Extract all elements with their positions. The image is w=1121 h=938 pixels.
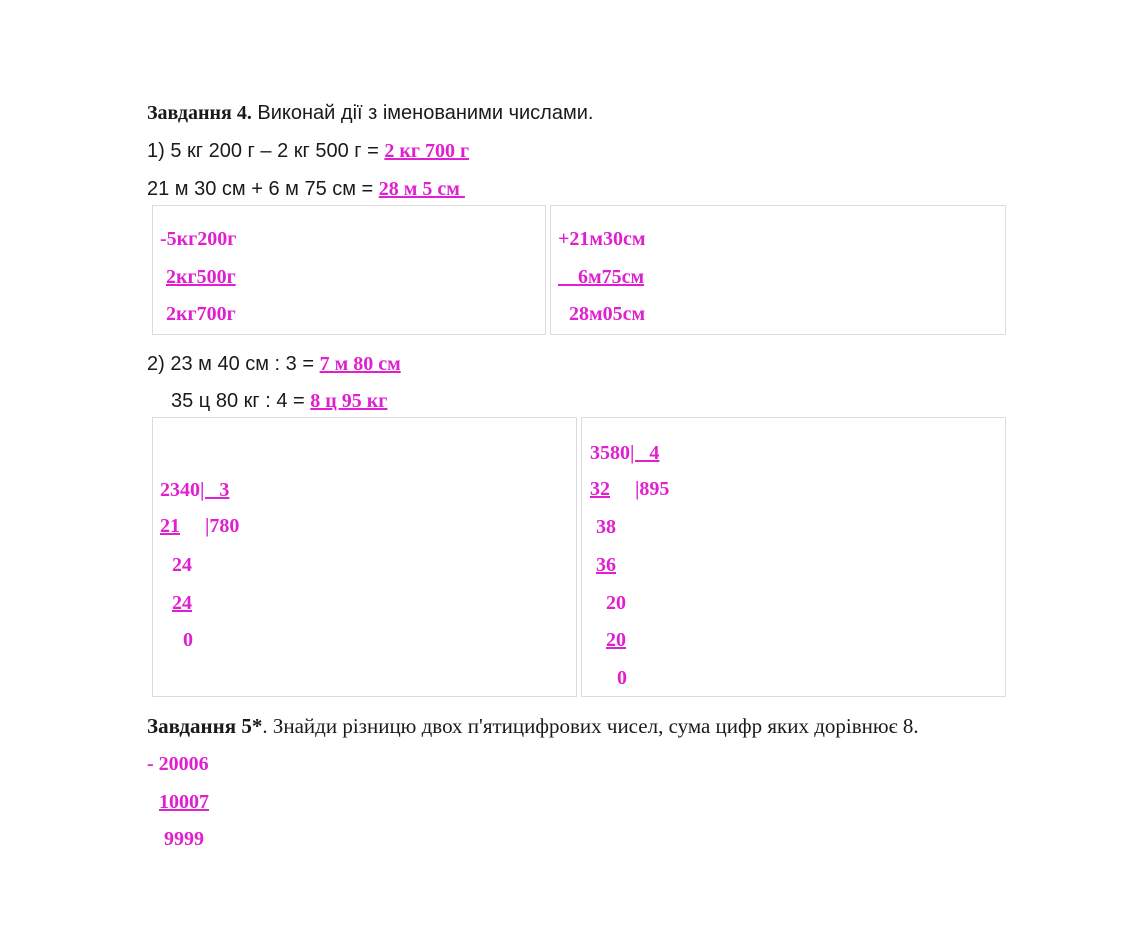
calc-row (160, 478, 229, 502)
line1-expression: 1) 5 кг 200 г – 2 кг 500 г = (147, 140, 385, 162)
task4-line1 (147, 139, 469, 163)
task5-row: - 20006 (147, 753, 209, 775)
line2-answer: 28 м 5 см (378, 178, 465, 200)
task4-line4 (171, 389, 387, 413)
task4-heading (147, 101, 593, 125)
task4-title: Завдання 4. (147, 102, 252, 124)
calc-box-division-1 (152, 417, 577, 697)
line4-answer: 8 ц 95 кг (310, 390, 388, 412)
calc-row: 6м75см (558, 266, 645, 288)
partial: 21 (160, 515, 180, 537)
task5-row: 9999 (164, 828, 204, 850)
dividend: 3580 (590, 442, 630, 464)
calc-row: 38 (596, 516, 616, 538)
calc-row: 20 (606, 629, 626, 651)
calc-row: 36 (596, 554, 616, 576)
calc-row: 0 (183, 629, 193, 651)
calc-row (590, 477, 669, 501)
partial: 32 (590, 478, 610, 500)
calc-row: 2кг700г (166, 303, 236, 325)
calc-row: 20 (606, 592, 626, 614)
line3-expression: 2) 23 м 40 см : 3 = (147, 353, 320, 375)
divisor: | 4 (630, 442, 660, 464)
calc-row: 24 (172, 554, 192, 576)
task4-line2 (147, 177, 465, 201)
line3-answer: 7 м 80 см (319, 353, 401, 375)
quotient: |780 (205, 515, 240, 537)
calc-box-subtraction (152, 205, 546, 335)
calc-row: -5кг200г (160, 228, 237, 250)
calc-row: 0 (617, 667, 627, 689)
task5-title: Завдання 5* (147, 714, 263, 738)
calc-row (160, 514, 239, 538)
line1-answer: 2 кг 700 г (384, 140, 470, 162)
calc-box-addition (550, 205, 1006, 335)
dividend: 2340 (160, 479, 200, 501)
task5-instruction: . Знайди різницю двох п'ятицифрових чисел, сума цифр яких дорівнює 8. (262, 714, 919, 738)
calc-row: 28м05см (569, 303, 646, 325)
quotient: |895 (635, 478, 670, 500)
calc-box-division-2 (581, 417, 1006, 697)
task4-instruction: Виконай дії з іменованими числами. (251, 102, 594, 124)
task5-row: 10007 (159, 791, 209, 813)
divisor: | 3 (200, 479, 230, 501)
line2-expression: 21 м 30 см + 6 м 75 см = (147, 178, 379, 200)
task4-line3 (147, 352, 401, 376)
task5-heading (147, 714, 919, 738)
line4-expression: 35 ц 80 кг : 4 = (171, 390, 311, 412)
calc-row: 24 (172, 592, 192, 614)
calc-row (590, 441, 659, 465)
calc-row: 2кг500г (166, 266, 236, 288)
calc-row: +21м30см (558, 228, 646, 250)
